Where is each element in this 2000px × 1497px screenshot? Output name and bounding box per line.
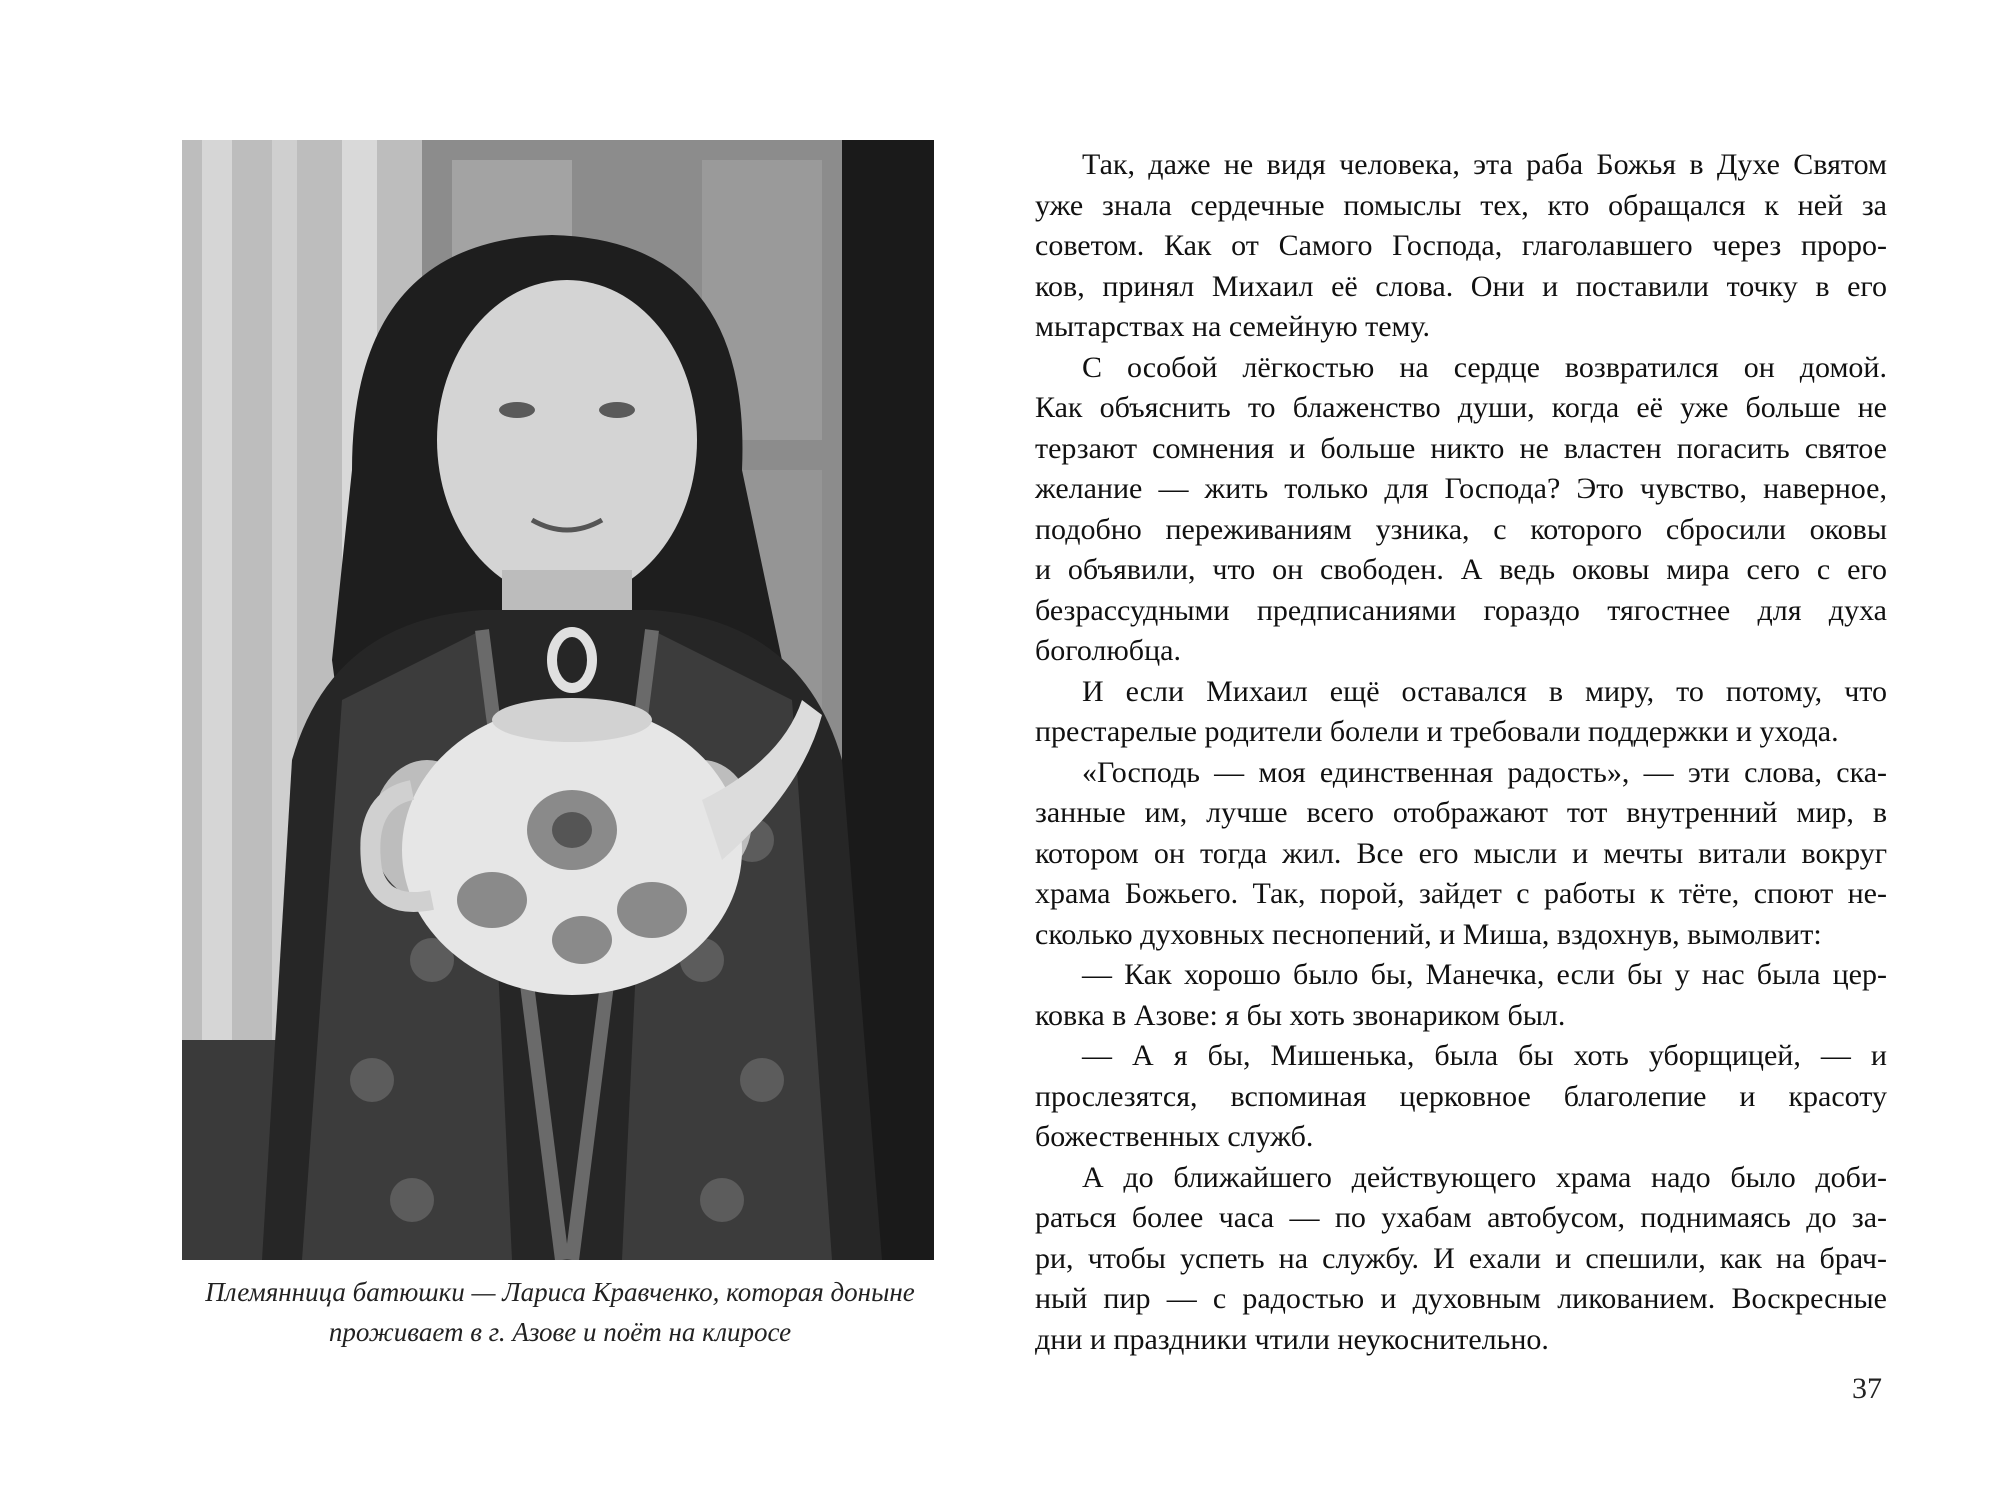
text-line: ри, чтобы успеть на службу. И ехали и спешили, как на брач- [1035,1241,1887,1275]
text-line: дни и праздники чтили неукоснительно. [1035,1322,1549,1356]
text-line: желание — жить только для Господа? Это чувство, наверное, [1035,472,1887,505]
text-line: Как объяснить то блаженство души, когда её уже больше не [1035,391,1887,424]
text-line: ный пир — с радостью и духовным ликованием. Воскресные [1035,1282,1887,1315]
text-line: храма Божьего. Так, порой, зайдет с работы к тёте, споют не- [1035,877,1887,910]
text-line: уже знала сердечные помыслы тех, кто обращался к ней за [1035,188,1887,222]
text-line: А до ближайшего действующего храма надо было доби- [1082,1160,1887,1194]
text-line: прослезятся, вспоминая церковное благолепие и красоту [1035,1079,1887,1113]
text-line: подобно переживаниям узника, с которого сбросили оковы [1035,512,1887,546]
photograph [182,140,934,1260]
text-line: престарелые родители болели и требовали поддержки и ухода. [1035,715,1839,748]
text-line: и объявили, что он свободен. А ведь оковы мира сего с его [1035,553,1887,586]
photo-caption [170,1272,950,1352]
text-line: сколько духовных песнопений, и Миша, вздохнув, вымолвит: [1035,917,1822,951]
page-number: 37 [1852,1372,1882,1405]
text-line: — Как хорошо было бы, Манечка, если бы у нас была цер- [1082,958,1887,991]
text-line: «Господь — моя единственная радость», — эти слова, ска- [1082,755,1887,789]
text-line: ков, принял Михаил её слова. Они и поставили точку в его [1035,269,1887,303]
text-line: терзают сомнения и больше никто не властен погасить святое [1035,431,1887,465]
text-line: боголюбца. [1035,634,1181,667]
text-line: божественных служб. [1035,1120,1314,1153]
body-text [1035,145,1887,1360]
text-line: ковка в Азове: я бы хоть звонариком был. [1035,998,1566,1032]
text-line: И если Михаил ещё оставался в миру, то потому, что [1082,674,1887,708]
text-line: — А я бы, Мишенька, была бы хоть уборщицей, — и [1082,1039,1887,1072]
text-line: Так, даже не видя человека, эта раба Божья в Духе Святом [1082,148,1887,181]
text-line: безрассудными предписаниями гораздо тягостнее для духа [1035,593,1887,627]
text-line: мытарствах на семейную тему. [1035,310,1431,343]
caption-line-1: Племянница батюшки — Лариса Кравченко, которая доныне [205,1277,915,1307]
text-line: советом. Как от Самого Господа, глаголавшего через проро- [1035,229,1887,262]
text-line: занные им, лучше всего отображают тот внутренний мир, в [1035,796,1887,829]
text-line: С особой лёгкостью на сердце возвратился он домой. [1082,350,1887,384]
caption-line-2: проживает в г. Азове и поёт на клиросе [328,1317,792,1347]
text-line: котором он тогда жил. Все его мысли и мечты витали вокруг [1035,836,1887,870]
text-line: раться более часа — по ухабам автобусом, поднимаясь до за- [1035,1201,1887,1234]
woman-with-teapot-illustration [182,140,934,1260]
